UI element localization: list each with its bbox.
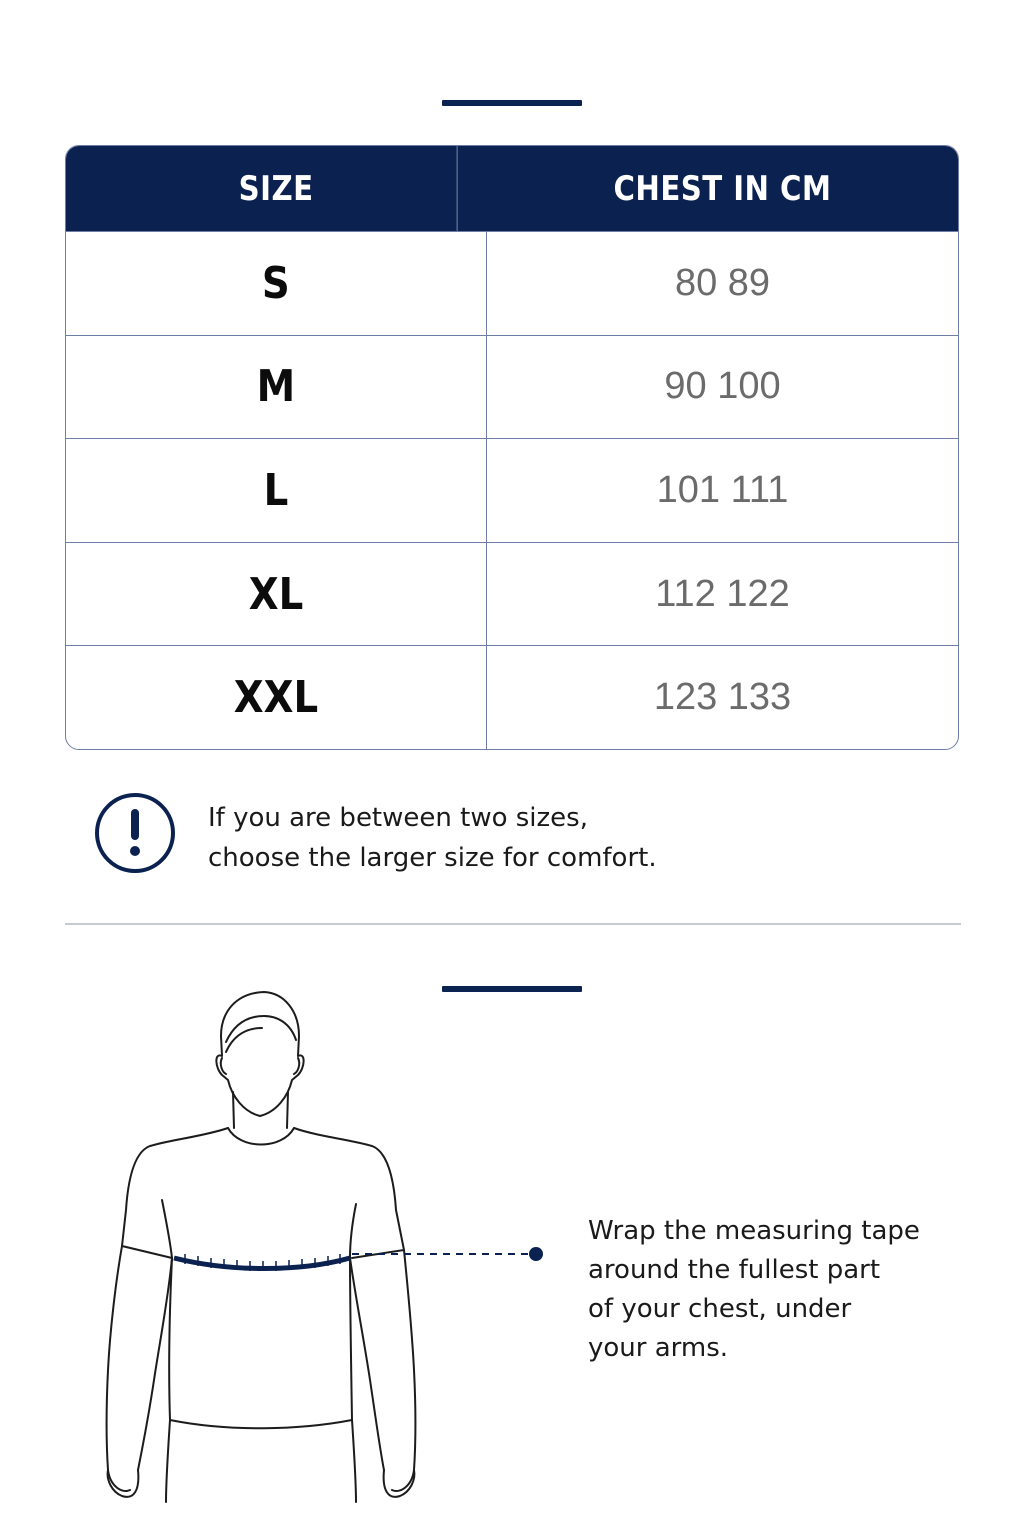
size-chart-table (65, 145, 959, 750)
torso-measuring-illustration (100, 985, 560, 1505)
chest-value: 101 111 (656, 468, 789, 511)
measure-instruction (588, 1212, 920, 1368)
header-chest-cell (520, 146, 925, 231)
instruction-line: around the fullest part (588, 1255, 881, 1285)
chest-value: 123 133 (653, 676, 792, 719)
size-cell (66, 543, 487, 646)
table-row (66, 335, 958, 439)
size-label: L (263, 464, 289, 516)
chest-cell (487, 646, 958, 749)
section-accent-bar-top (442, 100, 582, 106)
size-cell (66, 439, 487, 542)
chest-cell (487, 543, 958, 646)
note-line: choose the larger size for comfort. (208, 843, 657, 873)
size-label: M (256, 361, 296, 413)
chest-cell (487, 336, 958, 439)
header-size-label: SIZE (238, 168, 314, 209)
size-cell (66, 336, 487, 439)
chest-cell (487, 232, 958, 335)
table-row (66, 542, 958, 646)
instruction-line: Wrap the measuring tape (588, 1216, 920, 1246)
header-size-cell (95, 146, 457, 231)
callout-pointer (352, 1247, 543, 1261)
chest-value: 112 122 (655, 572, 790, 615)
chest-cell (487, 439, 958, 542)
chest-value: 90 100 (664, 365, 781, 408)
size-advice-note (94, 792, 954, 876)
measuring-tape (174, 1254, 350, 1271)
exclamation-circle-icon (94, 792, 176, 874)
table-header-row (66, 146, 958, 231)
header-chest-label: CHEST IN CM (613, 168, 832, 209)
table-row (66, 231, 958, 335)
table-row (66, 645, 958, 749)
size-label: S (262, 257, 290, 309)
chest-value: 80 89 (674, 261, 771, 304)
head-outline (216, 992, 303, 1116)
size-label: XXL (233, 672, 319, 724)
table-row (66, 438, 958, 542)
size-label: XL (248, 568, 304, 620)
size-cell (66, 232, 487, 335)
section-divider (65, 923, 961, 925)
size-cell (66, 646, 487, 749)
instruction-line: your arms. (588, 1333, 729, 1363)
note-line: If you are between two sizes, (208, 803, 588, 833)
instruction-line: of your chest, under (588, 1294, 852, 1324)
note-text (208, 798, 657, 878)
